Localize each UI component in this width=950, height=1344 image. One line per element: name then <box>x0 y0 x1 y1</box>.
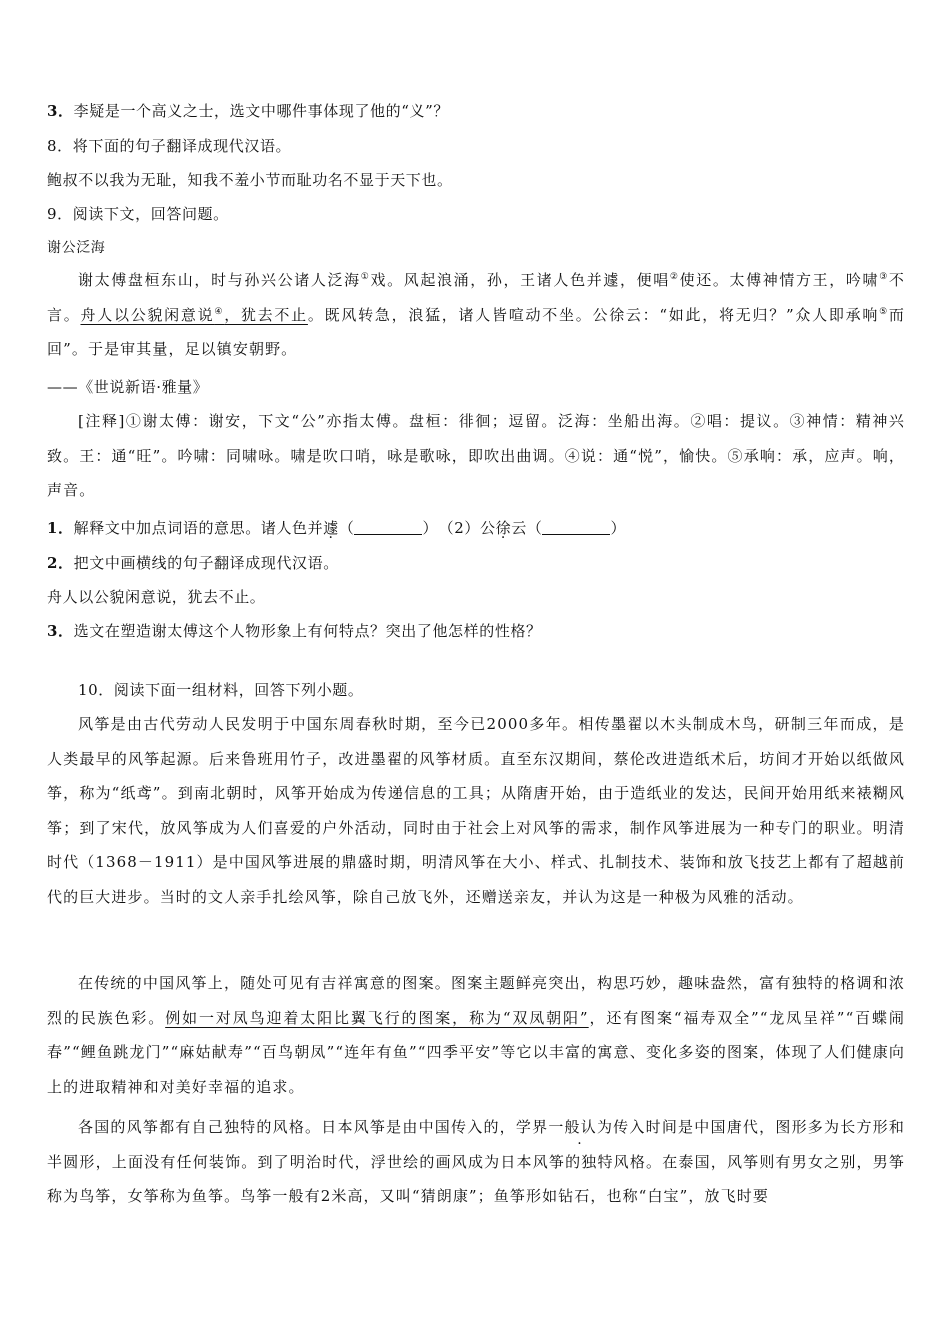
question-9-sub-2-sentence: 舟人以公貌闲意说，犹去不止。 <box>47 588 266 606</box>
dotted-word: 一般 <box>548 1118 581 1136</box>
question-10-prompt: 10．阅读下面一组材料，回答下列小题。 <box>78 681 364 699</box>
answer-blank[interactable] <box>542 520 610 535</box>
question-number: 8． <box>47 137 73 155</box>
material-paragraph-1: 风筝是由古代劳动人民发明于中国东周春秋时期，至今已2000多年。相传墨翟以木头制成木鸟，研制三年而成，是人类最早的风筝起源。后来鲁班用竹子，改进墨翟的风筝材质。直至东汉期间，蔡伦改进造纸术后，坊间才开始以纸做风筝，称为“纸鸢”。到南北朝时，风筝开始成为传递信息的工具；从隋唐开始，由于造纸业的发达，民间开始用纸来裱糊风筝；到了宋代，放风筝成为人们喜爱的户外活动，同时由于社会上对风筝的需求，制作风筝进展为一种专门的职业。明清时代（1368－1911）是中国风筝进展的鼎盛时期，明清风筝在大小、样式、扎制技术、装饰和放飞技艺上都有了超越前代的巨大进步。当时的文人亲手扎绘风筝，除自己放飞外，还赠送亲友，并认为这是一种极为风雅的活动。 <box>47 715 905 906</box>
material-paragraph-2: 在传统的中国风筝上，随处可见有吉祥寓意的图案。图案主题鲜亮突出，构思巧妙，趣味盎然，富有独特的格调和浓烈的民族色彩。例如一对凤鸟迎着太阳比翼飞行的图案，称为“双凤朝阳”，还有图案“福寿双全”“龙凤呈祥”“百蝶闹春”“鲤鱼跳龙门”“麻姑献寿”“百鸟朝凤”“连年有鱼”“四季平安”等它以丰富的寓意、变化多姿的图案，体现了人们健康向上的进取精神和对美好幸福的追求。 <box>47 974 905 1096</box>
material-paragraph-3: 各国的风筝都有自己独特的风格。日本风筝是由中国传入的，学界一般认为传入时间是中国唐代，图形多为长方形和半圆形，上面没有任何装饰。到了明治时代，浮世绘的画风成为日本风筝的独特风格。在泰国，风筝则有男女之别，男筝称为鸟筝，女筝称为鱼筝。鸟筝一般有2米高，又叫“猜朗康”；鱼筝形如钻石，也称“白宝”，放飞时要 <box>47 1118 905 1205</box>
passage-notes: [注释]①谢太傅：谢安，下文“公”亦指太傅。盘桓：徘徊；逗留。泛海：坐船出海。②唱：提议。③神情：精神兴致。王：通“旺”。吟啸：同啸咏。啸是吹口哨，咏是歌咏，即吹出曲调。④说：通“悦”，愉快。⑤承响：承，应声。响，声音。 <box>47 412 905 499</box>
passage-title: 谢公泛海 <box>47 240 106 256</box>
question-8 <box>47 136 291 156</box>
question-3 <box>47 101 449 121</box>
question-9 <box>47 204 229 224</box>
underlined-sentence: 例如一对凤鸟迎着太阳比翼飞行的图案，称为“双凤朝阳” <box>165 1008 589 1027</box>
question-9-sub-3: 3．选文在塑造谢太傅这个人物形象上有何特点？突出了他怎样的性格？ <box>47 622 542 640</box>
question-8-sentence: 鲍叔不以我为无耻，知我不羞小节而耻功名不显于天下也。 <box>47 171 453 189</box>
question-9-sub-1: 1．解释文中加点词语的意思。诸人色并遽（ ） （2）公徐云（ ） <box>47 519 627 537</box>
answer-blank[interactable] <box>354 520 422 535</box>
dotted-word: 遽 <box>323 519 339 537</box>
passage-source: ——《世说新语·雅量》 <box>47 378 209 396</box>
question-number: 9． <box>47 205 73 223</box>
question-9-prompt: 阅读下文，回答问题。 <box>72 205 229 223</box>
dotted-word: 徐 <box>495 519 512 537</box>
question-9-sub-2: 2．把文中画横线的句子翻译成现代汉语。 <box>47 554 339 572</box>
question-number: 3． <box>47 102 74 120</box>
question-3-text: 李疑是一个高义之士，选文中哪件事体现了他的“义”？ <box>73 102 449 120</box>
passage-paragraph: 谢太傅盘桓东山，时与孙兴公诸人泛海①戏。风起浪涌，孙，王诸人色并遽，便唱②使还。太傅神情方王，吟啸③不言。舟人以公貌闲意说④，犹去不止。既风转急，浪猛，诸人皆喧动不坐。公徐云：“如此，将无归？”众人即承响⑤而回”。于是审其量，足以镇安朝野。 <box>47 271 905 358</box>
underlined-sentence: 舟人以公貌闲意说④，犹去不止 <box>80 305 308 324</box>
question-8-prompt: 将下面的句子翻译成现代汉语。 <box>72 137 292 155</box>
